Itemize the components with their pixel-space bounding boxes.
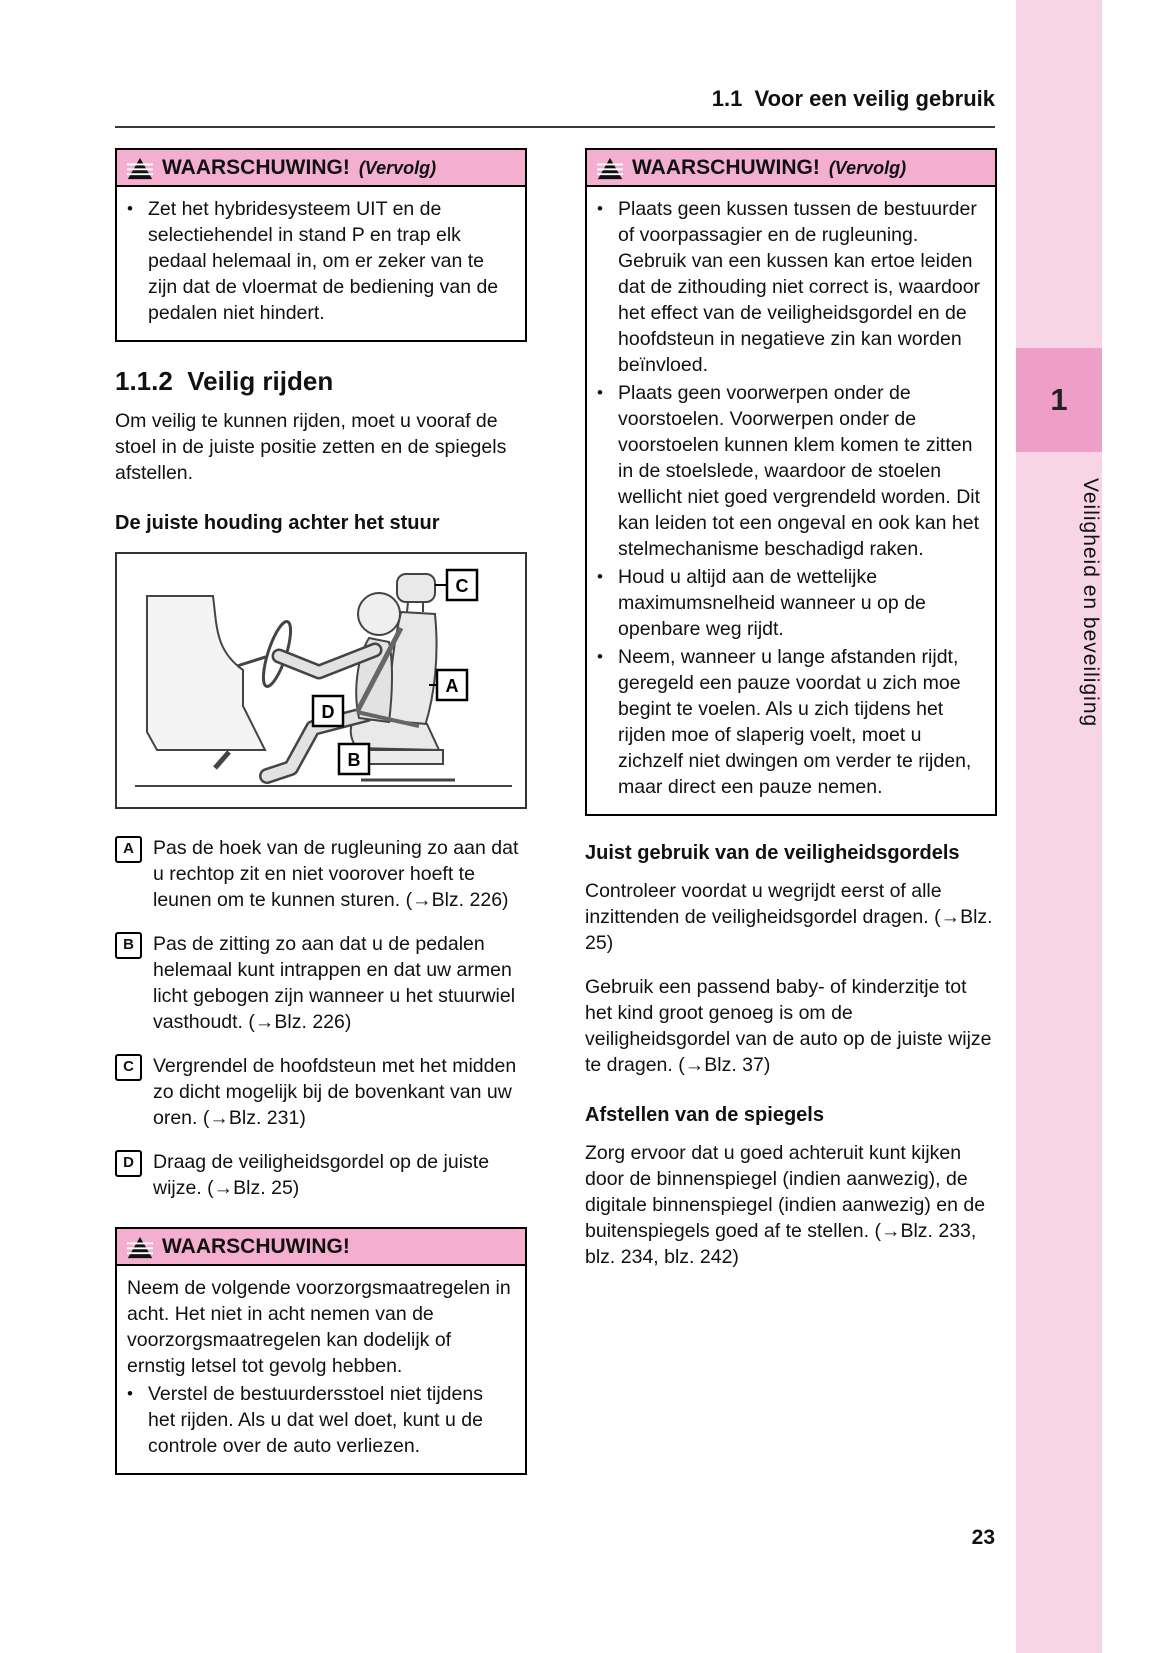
- seat-backrest: [389, 612, 437, 726]
- section-heading: 1.1.2 Veilig rijden: [115, 366, 334, 396]
- bullet-dot: •: [127, 1384, 133, 1403]
- list-item-text: Pas de zitting zo aan dat u de pedalen helemaal kunt intrappen en dat uw armen licht gebogen zijn wanneer u het stuurwiel vasthoudt. (→Blz. 226): [153, 933, 516, 1033]
- list-item-text: Vergrendel de hoofdsteun met het midden zo dicht mogelijk bij de bovenkant van uw oren. (→Blz. 231): [153, 1055, 517, 1129]
- list-item-a: [115, 835, 527, 913]
- warning-box-header: [117, 1229, 525, 1266]
- warning-bullet-text: Plaats geen voorwerpen onder de voorstoelen. Voorwerpen onder de voorstoelen kunnen klem komen te zitten in de stoelslede, waardoor de stoelen wellicht niet goed vergrendeld worden. Dit kan leiden tot een ongeval en ook kan het stelmechanisme beschadigd raken.: [618, 382, 981, 560]
- warning-bullet-text: Plaats geen kussen tussen de bestuurder of voorpassagier en de rugleuning. Gebruik van een kussen kan ertoe leiden dat de zithouding niet correct is, waardoor het effect van de veiligheidsgordel en de hoofdsteun in negatieve zin kan worden beïnvloed.: [618, 198, 981, 376]
- warning-bullet: [597, 380, 985, 562]
- warning-box-body: [117, 1266, 525, 1473]
- figure-label-d: D: [321, 702, 335, 722]
- warning-title: WAARSCHUWING!: [162, 156, 350, 179]
- warning-box-header: [587, 150, 995, 187]
- warning-bullet: [127, 1381, 515, 1459]
- key-badge-a: A: [115, 836, 142, 863]
- figure-label-c: C: [455, 576, 469, 596]
- warning-bullet-text: Houd u altijd aan de wettelijke maximumsnelheid wanneer u op de openbare weg rijdt.: [618, 566, 926, 640]
- warning-bullet: [597, 564, 985, 642]
- paragraph-child-seat: Gebruik een passend baby- of kinderzitje tot het kind groot genoeg is om de veiligheidsgordel van de auto op de juiste wijze te dragen. (→Blz. 37): [585, 976, 992, 1076]
- list-item-c: [115, 1053, 527, 1131]
- list-item-b: [115, 931, 527, 1035]
- key-badge-c: C: [115, 1054, 142, 1081]
- list-item-text: Draag de veiligheidsgordel op de juiste wijze. (→Blz. 25): [153, 1151, 490, 1199]
- warning-icon: [127, 1236, 153, 1259]
- header-rule: [115, 126, 995, 128]
- pedal: [215, 752, 229, 768]
- seating-position-illustration: [117, 554, 525, 807]
- bullet-dot: •: [597, 199, 603, 218]
- list-item-d: [115, 1149, 527, 1201]
- warning-bullet-text: Verstel de bestuurdersstoel niet tijdens het rijden. Als u dat wel doet, kunt u de controle over de auto verliezen.: [148, 1383, 483, 1457]
- warning-bullet-text: Neem, wanneer u lange afstanden rijdt, geregeld een pauze voordat u zich moe begint te voelen. Als u zich tijdens het rijden moe of slaperig voelt, moet u zichzelf niet dwingen om verder te rijden, maar direct een pauze nemen.: [618, 646, 972, 798]
- figure-label-a: A: [445, 676, 459, 696]
- warning-continued-label: (Vervolg): [828, 158, 907, 178]
- page-number: 23: [971, 1526, 995, 1549]
- key-badge-b: B: [115, 932, 142, 959]
- chapter-title-vertical: Veiligheid en beveiliging: [1079, 478, 1102, 728]
- chapter-number: 1: [1050, 382, 1068, 417]
- warning-bullet: [597, 196, 985, 378]
- warning-title: WAARSCHUWING!: [162, 1235, 350, 1258]
- warning-icon: [597, 157, 623, 180]
- subheading-mirror-adjust: Afstellen van de spiegels: [585, 1104, 824, 1126]
- list-item-text: Pas de hoek van de rugleuning zo aan dat u rechtop zit en niet voorover hoeft te leunen om te kunnen sturen. (→Blz. 226): [153, 837, 519, 911]
- subheading-seating-position: De juiste houding achter het stuur: [115, 512, 440, 534]
- left-column: [115, 148, 527, 1475]
- warning-box-left-continued: [115, 148, 527, 342]
- warning-title: WAARSCHUWING!: [632, 156, 820, 179]
- warning-bullet: [597, 644, 985, 800]
- warning-box-header: [117, 150, 525, 187]
- paragraph-mirrors: Zorg ervoor dat u goed achteruit kunt kijken door de binnenspiegel (indien aanwezig), de digitale binnenspiegel (indien aanwezig) en de buitenspiegels goed af te stellen. (→Blz. 233, blz. 234, blz. 242): [585, 1142, 986, 1268]
- key-badge-d: D: [115, 1150, 142, 1177]
- seating-position-figure: [115, 552, 527, 809]
- warning-bullet-text: Zet het hybridesysteem UIT en de selectiehendel in stand P en trap elk pedaal helemaal in, om er zeker van te zijn dat de vloermat de bediening van de pedalen niet hindert.: [148, 198, 499, 324]
- right-column: [585, 148, 997, 1288]
- warning-box-right-continued: [585, 148, 997, 816]
- chapter-sidebar-strip: [1016, 0, 1102, 1653]
- warning-icon: [127, 157, 153, 180]
- intro-paragraph: Om veilig te kunnen rijden, moet u vooraf de stoel in de juiste positie zetten en de spiegels afstellen.: [115, 410, 507, 484]
- subheading-seatbelt-use: Juist gebruik van de veiligheidsgordels: [585, 842, 960, 864]
- warning-box-body: [587, 187, 995, 814]
- warning-intro-text: Neem de volgende voorzorgsmaatregelen in acht. Het niet in acht nemen van de voorzorgsmaatregelen kan dodelijk of ernstig letsel tot gevolg hebben.: [127, 1277, 511, 1377]
- bullet-dot: •: [597, 567, 603, 586]
- warning-continued-label: (Vervolg): [358, 158, 437, 178]
- figure-label-b: B: [347, 750, 361, 770]
- running-header: 1.1 Voor een veilig gebruik: [711, 86, 995, 111]
- driver-head: [358, 593, 400, 635]
- dashboard-shape: [147, 596, 265, 750]
- warning-box-left-bottom: [115, 1227, 527, 1475]
- keyed-instruction-list: [115, 835, 527, 1201]
- chapter-tab: [1016, 348, 1102, 452]
- paragraph-seatbelt-check: Controleer voordat u wegrijdt eerst of alle inzittenden de veiligheidsgordel dragen. (→Blz. 25): [585, 880, 993, 954]
- headrest: [397, 574, 435, 602]
- warning-box-body: [117, 187, 525, 340]
- bullet-dot: •: [597, 647, 603, 666]
- bullet-dot: •: [597, 383, 603, 402]
- bullet-dot: •: [127, 199, 133, 218]
- warning-bullet: [127, 196, 515, 326]
